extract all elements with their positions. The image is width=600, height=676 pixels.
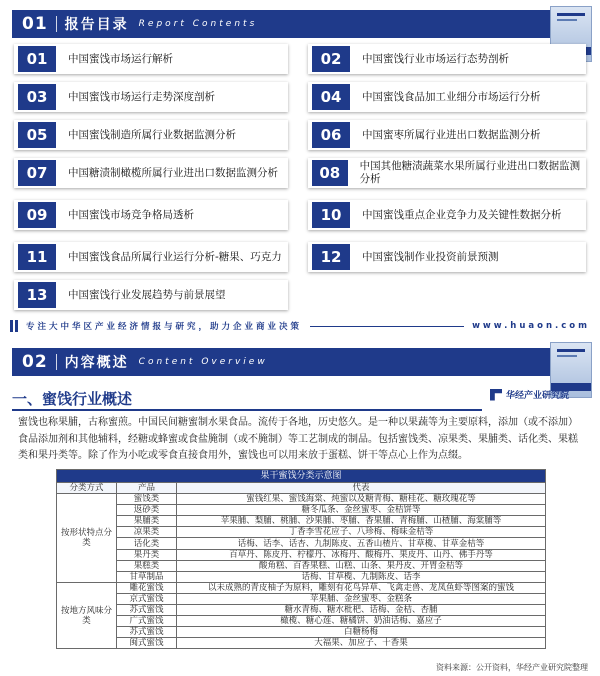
toc-number: 09 <box>18 202 56 228</box>
example-cell: 百草丹、陈皮丹、柠檬丹、冰梅丹、酸梅丹、果皮丹、山丹、佛手丹等 <box>177 549 546 560</box>
banner-slogan: 专注大中华区产业经济情报与研究，助力企业商业决策 <box>26 322 303 332</box>
table-row <box>57 494 546 505</box>
toc-number: 13 <box>18 282 56 308</box>
brand-logo <box>490 388 569 401</box>
toc-number: 02 <box>312 46 350 72</box>
section-header-overview <box>12 348 572 376</box>
toc-label: 中国蜜饯市场运行解析 <box>68 52 173 65</box>
toc-label: 中国蜜饯行业市场运行态势剖析 <box>362 52 509 65</box>
toc-item-09[interactable] <box>14 200 288 230</box>
toc-number: 04 <box>312 84 350 110</box>
toc-label: 中国蜜饯制造所属行业数据监测分析 <box>68 128 236 141</box>
logo-text: 华经产业研究院 <box>506 391 570 401</box>
toc-number: 03 <box>18 84 56 110</box>
table-row <box>57 560 546 571</box>
example-cell: 酸角糕、百香果糕、山糕、山条、果丹皮、开胃金桔等 <box>177 560 546 571</box>
category-cell: 按地方风味分类 <box>57 582 117 649</box>
section-title: 报告目录 <box>64 17 129 33</box>
section-header-contents <box>12 10 572 38</box>
column-header: 代表 <box>177 483 546 494</box>
product-cell: 话化类 <box>117 538 177 549</box>
toc-number: 05 <box>18 122 56 148</box>
example-cell: 以未成熟的青皮柚子为原料，雕刻有花鸟异草、飞禽走兽、龙凤鱼虾等图案的蜜饯 <box>177 582 546 593</box>
section-subtitle: Content Overview <box>138 357 268 367</box>
example-cell: 大福果、加应子、十香果 <box>177 638 546 649</box>
table-row <box>57 549 546 560</box>
slogan-banner <box>10 318 590 334</box>
example-cell: 话梅、话李、话杏、九制陈皮、五香山楂片、甘草榄、甘草金桔等 <box>177 538 546 549</box>
toc-item-04[interactable] <box>308 82 586 112</box>
product-cell: 京式蜜饯 <box>117 593 177 604</box>
table-row <box>57 571 546 582</box>
toc-item-12[interactable] <box>308 242 586 272</box>
toc-item-07[interactable] <box>14 158 288 188</box>
section-title: 内容概述 <box>64 355 129 371</box>
logo-icon <box>490 389 502 401</box>
example-cell: 糖冬瓜条、金丝蜜枣、金桔饼等 <box>177 505 546 516</box>
product-cell: 蜜饯类 <box>117 494 177 505</box>
toc-label: 中国糖渍制橄榄所属行业进出口数据监测分析 <box>68 166 278 179</box>
example-cell: 话梅、甘草榄、九制陈皮、话李 <box>177 571 546 582</box>
product-cell: 雕花蜜饯 <box>117 582 177 593</box>
table-row <box>57 582 546 593</box>
table-row <box>57 627 546 638</box>
example-cell: 苹果脯、梨脯、桃脯、沙果脯、枣脯、香果脯、青梅脯、山楂脯、海棠脯等 <box>177 516 546 527</box>
column-header: 产品 <box>117 483 177 494</box>
toc-number: 11 <box>18 244 56 270</box>
toc-number: 06 <box>312 122 350 148</box>
table-row <box>57 516 546 527</box>
toc-item-10[interactable] <box>308 200 586 230</box>
section-subtitle: Report Contents <box>138 19 258 29</box>
toc-label: 中国蜜饯市场运行走势深度剖析 <box>68 90 215 103</box>
toc-label: 中国蜜饯市场竞争格局透析 <box>68 208 194 221</box>
product-cell: 苏式蜜饯 <box>117 605 177 616</box>
classification-table <box>56 469 546 649</box>
toc-item-08[interactable] <box>308 158 586 188</box>
example-cell: 蜜钱红果、蜜饯海棠、炖蜜以及糖青梅、糖桂花、糖玫瑰花等 <box>177 494 546 505</box>
table-header-row <box>57 483 546 494</box>
divider <box>56 354 57 370</box>
toc-item-05[interactable] <box>14 120 288 150</box>
example-cell: 糖水青梅、糖水枇杷、话梅、金桔、杏脯 <box>177 605 546 616</box>
category-cell: 按形状特点分类 <box>57 494 117 583</box>
table-row <box>57 605 546 616</box>
toc-number: 01 <box>18 46 56 72</box>
column-header: 分类方式 <box>57 483 117 494</box>
toc-label: 中国蜜饯食品加工业细分市场运行分析 <box>362 90 541 103</box>
product-cell: 苏式蜜饯 <box>117 627 177 638</box>
toc-number: 07 <box>18 160 56 186</box>
product-cell: 甘草制品 <box>117 571 177 582</box>
toc-label: 中国其他糖渍蔬菜水果所属行业进出口数据监测分析 <box>359 160 581 185</box>
table-row <box>57 593 546 604</box>
table-row <box>57 538 546 549</box>
product-cell: 果糕类 <box>117 560 177 571</box>
toc-label: 中国蜜饯制作业投资前景预测 <box>362 250 499 263</box>
toc-item-13[interactable] <box>14 280 288 310</box>
heading-underline <box>12 409 482 411</box>
product-cell: 果脯类 <box>117 516 177 527</box>
product-cell: 果丹类 <box>117 549 177 560</box>
table-row <box>57 638 546 649</box>
banner-website[interactable]: www.huaon.com <box>472 321 590 331</box>
table-row <box>57 505 546 516</box>
example-cell: 橄榄、糖心莲、糖橘饼、奶油话梅、嘉应子 <box>177 616 546 627</box>
source-note: 资料来源：公开资料，华经产业研究院整理 <box>436 663 588 672</box>
example-cell: 白糖杨梅 <box>177 627 546 638</box>
overview-heading: 一、蜜饯行业概述 <box>12 390 133 408</box>
toc-label: 中国蜜饯重点企业竞争力及关键性数据分析 <box>362 208 562 221</box>
divider <box>56 16 57 32</box>
toc-item-03[interactable] <box>14 82 288 112</box>
toc-number: 08 <box>312 160 348 186</box>
product-cell: 广式蜜饯 <box>117 616 177 627</box>
overview-paragraph: 蜜饯也称果脯，古称蜜煎。中国民间糖蜜制水果食品。流传于各地，历史悠久。是一种以果蔬等为主要原料，添加（或不添加）食品添加剂和其他辅料，经糖或蜂蜜或食盐腌制（或不腌制）等工艺制成的制品。包括蜜饯类、凉果类、果脯类、话化类、果糕类和果丹类等。除了作为小吃或零食直接食用外，蜜饯也可以用来放于蛋糕、饼干等点心上作为点缀。 <box>18 417 578 461</box>
toc-label: 中国蜜饯行业发展趋势与前景展望 <box>68 288 226 301</box>
product-cell: 返砂类 <box>117 505 177 516</box>
toc-label: 中国蜜饯食品所属行业运行分析-糖果、巧克力 <box>68 250 282 263</box>
banner-line <box>310 326 464 327</box>
toc-item-06[interactable] <box>308 120 586 150</box>
toc-number: 10 <box>312 202 350 228</box>
table-row <box>57 616 546 627</box>
section-number: 02 <box>22 352 48 372</box>
example-cell: 丁香李雪花应子、八珍梅、梅味金桔等 <box>177 527 546 538</box>
table-title-row <box>57 470 546 483</box>
table-row <box>57 527 546 538</box>
toc-label: 中国蜜枣所属行业进出口数据监测分析 <box>362 128 541 141</box>
toc-item-11[interactable] <box>14 242 288 272</box>
toc-item-01[interactable] <box>14 44 288 74</box>
product-cell: 凉果类 <box>117 527 177 538</box>
example-cell: 苹果脯、金丝蜜枣、金糕条 <box>177 593 546 604</box>
toc-item-02[interactable] <box>308 44 586 74</box>
product-cell: 闽式蜜饯 <box>117 638 177 649</box>
toc-number: 12 <box>312 244 350 270</box>
table-title: 果干蜜饯分类示意图 <box>57 470 546 483</box>
section-number: 01 <box>22 14 48 34</box>
